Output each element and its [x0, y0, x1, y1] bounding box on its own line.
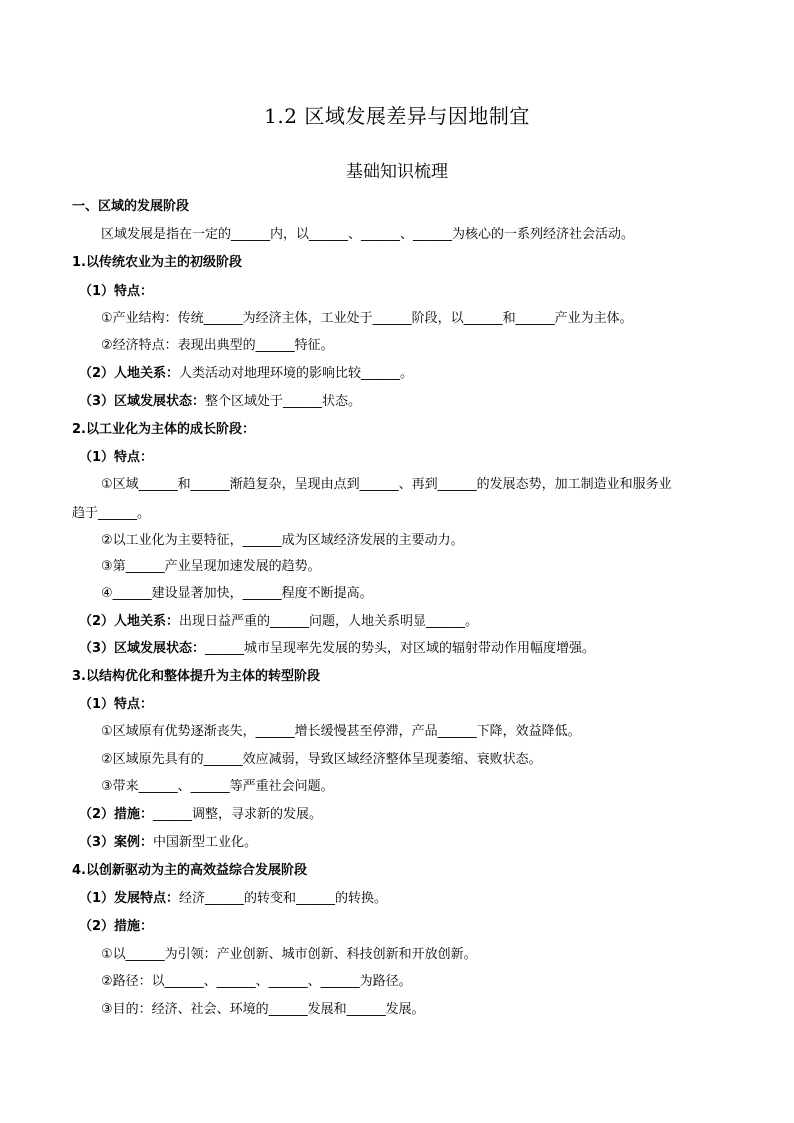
paragraph-line: 趋于______。 — [72, 506, 151, 521]
paragraph-line: ③目的：经济、社会、环境的______发展和______发展。 — [101, 1002, 425, 1017]
item-label: （3）案例： — [79, 835, 154, 850]
item-text: 人类活动对地理环境的影响比较______。 — [179, 366, 414, 381]
subsection-heading-2: 2.以工业化为主体的成长阶段： — [72, 422, 255, 437]
paragraph-line: 区域发展是指在一定的______内，以______、______、______为核心的一系列经济社会活动。 — [101, 227, 635, 242]
paragraph-line: ②以工业化为主要特征，______成为区域经济发展的主要动力。 — [101, 533, 464, 548]
paragraph-line: ④______建设显著加快，______程度不断提高。 — [101, 586, 373, 601]
item-text: 整个区域处于______状态。 — [205, 394, 362, 409]
item-text: ______城市呈现率先发展的势头，对区域的辐射带动作用幅度增强。 — [205, 641, 596, 656]
item-text: ______调整，寻求新的发展。 — [153, 807, 323, 822]
item-text: 出现日益严重的______问题，人地关系明显______。 — [179, 614, 479, 629]
paragraph-line — [79, 613, 478, 631]
paragraph-line: ②区域原先具有的______效应减弱，导致区域经济整体呈现萎缩、衰败状态。 — [101, 752, 542, 767]
paragraph-line: ①区域原有优势逐渐丧失，______增长缓慢甚至停滞，产品______下降，效益降低。 — [101, 724, 581, 739]
item-heading: （2）措施： — [79, 919, 154, 934]
paragraph-line — [79, 806, 322, 824]
paragraph-line — [79, 834, 257, 852]
page-title: 1.2 区域发展差异与因地制宜 — [264, 104, 530, 128]
item-heading: （1）特点： — [79, 450, 154, 465]
paragraph-line: ③带来______、______等严重社会问题。 — [101, 779, 334, 794]
item-label: （2）措施： — [79, 807, 154, 822]
item-label: （3）区域发展状态： — [79, 641, 206, 656]
item-label: （1）发展特点： — [79, 891, 180, 906]
item-label: （3）区域发展状态： — [79, 394, 206, 409]
paragraph-line: ②路径：以______、______、______、______为路径。 — [101, 974, 412, 989]
paragraph-line: ①区域______和______渐趋复杂，呈现由点到______、再到______的发展态势，加工制造业和服务业 — [101, 477, 672, 492]
paragraph-line: ①以______为引领：产业创新、城市创新、科技创新和开放创新。 — [101, 947, 477, 962]
item-heading: （1）特点： — [79, 284, 154, 299]
item-label: （2）人地关系： — [79, 366, 180, 381]
paragraph-line — [79, 640, 595, 658]
item-heading: （1）特点： — [79, 697, 154, 712]
paragraph-line — [79, 890, 387, 908]
item-text: 中国新型工业化。 — [153, 835, 258, 850]
item-text: 经济______的转变和______的转换。 — [179, 891, 388, 906]
subsection-heading-1: 1.以传统农业为主的初级阶段 — [72, 255, 242, 270]
subsection-heading-4: 4.以创新驱动为主的高效益综合发展阶段 — [72, 863, 307, 878]
subsection-heading-3: 3.以结构优化和整体提升为主体的转型阶段 — [72, 669, 320, 684]
paragraph-line: ③第______产业呈现加速发展的趋势。 — [101, 559, 321, 574]
paragraph-line — [79, 365, 413, 383]
paragraph-line: ②经济特点：表现出典型的______特征。 — [101, 338, 334, 353]
paragraph-line — [79, 393, 361, 411]
page-subtitle: 基础知识梳理 — [346, 162, 448, 182]
section-heading-1: 一、区域的发展阶段 — [72, 199, 190, 214]
paragraph-line: ①产业结构：传统______为经济主体，工业处于______阶段，以______和______产业为主体。 — [101, 311, 633, 326]
item-label: （2）人地关系： — [79, 614, 180, 629]
